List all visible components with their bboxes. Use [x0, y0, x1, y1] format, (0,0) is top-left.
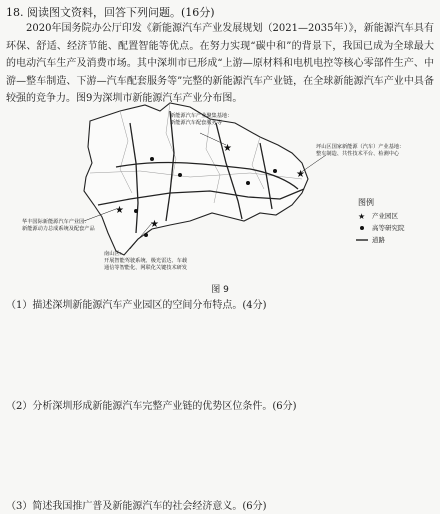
legend-label-park: 产业园区	[372, 212, 398, 220]
institute-dot	[273, 169, 277, 173]
annotation-east-line1: 坪山区国家新能源（汽车）产业基地：	[316, 144, 405, 150]
institute-dot	[246, 181, 250, 185]
legend-star-icon: ★	[358, 212, 366, 221]
park-star: ★	[223, 143, 232, 154]
annotation-west-line1: 华丰国际新能源汽车产业园：	[22, 219, 90, 225]
legend-title: 图例	[358, 198, 374, 207]
question-header: 18. 阅读图文资料，回答下列问题。(16分)	[6, 6, 215, 19]
annotation-south-line3: 通信等智能化、网联化关键技术研发	[104, 265, 188, 271]
annotation-north-line1: 新能源汽车产业聚集基地：	[170, 113, 233, 119]
park-star: ★	[115, 205, 124, 216]
question-paragraph: 2020年国务院办公厅印发《新能源汽车产业发展规划（2021—2035年）》，新能源汽车具有环保、舒适、经济节能、配置智能等优点。在努力实现“碳中和”的背景下，我国已成为全球最大的电动汽车生产及消费市场。其中深圳市已形成“上游—原材料和电机电控等核心零部件生产、中游—整车制造、下游—汽车配套服务等”完整的新能源汽车产业链，在全球新能源汽车产业中具备较强的竞争力。图9为深圳市新能源汽车产业分布图。	[6, 23, 434, 104]
figure-caption: 图 9	[211, 285, 229, 295]
map-legend	[356, 197, 405, 244]
legend-label-road: 道路	[372, 236, 385, 244]
institute-dot	[150, 157, 154, 161]
sub-question-1: （1）描述深圳新能源汽车产业园区的空间分布特点。(4分)	[6, 300, 267, 311]
shenzhen-industry-map	[20, 93, 420, 283]
park-star: ★	[150, 219, 159, 230]
park-star: ★	[296, 169, 305, 180]
institute-dot	[178, 173, 182, 177]
institute-dot	[134, 209, 138, 213]
sub-question-3: （3）简述我国推广普及新能源汽车的社会经济意义。(6分)	[6, 501, 267, 512]
annotation-south-line1: 南山区：	[104, 251, 125, 257]
annotation-north-line2: 新能源汽车配套服务等	[170, 120, 222, 126]
annotation-west-line2: 新能源动力总成系统及配套产品	[22, 226, 95, 232]
institute-dot	[144, 233, 148, 237]
map-svg	[20, 93, 420, 283]
sub-question-2: （2）分析深圳形成新能源汽车完整产业链的优势区位条件。(6分)	[6, 401, 297, 412]
annotation-east-line2: 整车制造、共性技术平台、检测中心	[316, 151, 400, 157]
legend-dot-icon	[360, 226, 364, 230]
annotation-south-line2: 开展智能驾驶系统、极光雷达、车载	[104, 258, 188, 264]
legend-label-institute: 高等研究院	[372, 224, 405, 232]
